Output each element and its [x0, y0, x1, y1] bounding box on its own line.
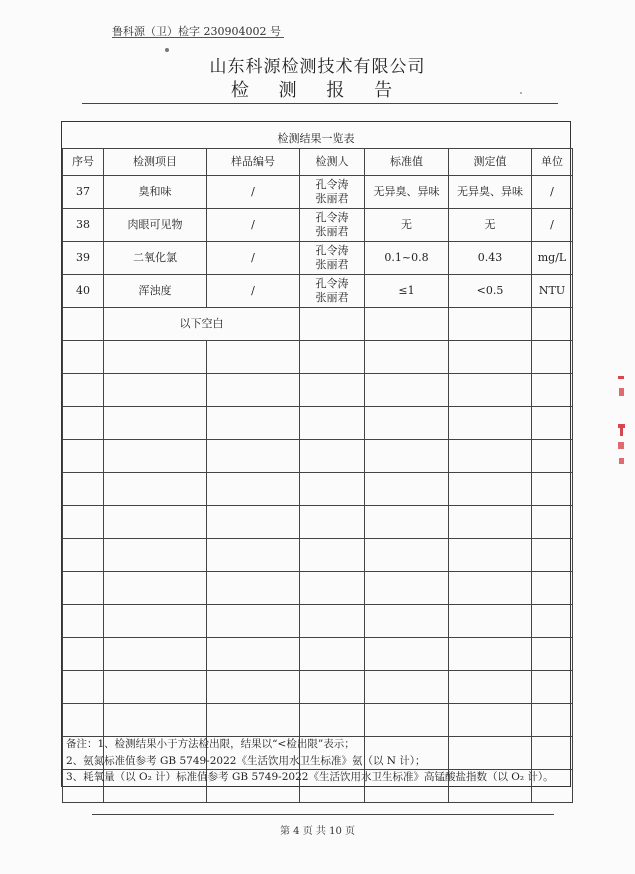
column-header-tester: 检测人 [300, 149, 365, 176]
cell-standard: 无异臭、异味 [365, 176, 449, 209]
cell-standard: 0.1~0.8 [365, 242, 449, 275]
column-header-measured: 测定值 [449, 149, 532, 176]
cell-item: 浑浊度 [104, 275, 207, 308]
table-row-empty [63, 473, 573, 506]
report-number: 鲁科源（卫）检字 230904002 号 [112, 25, 281, 38]
cell-sample: / [207, 176, 300, 209]
cell-sample: / [207, 275, 300, 308]
company-name: 山东科源检测技术有限公司 [209, 57, 426, 77]
cell-measured: 无异臭、异味 [449, 176, 532, 209]
cell-tester [300, 242, 365, 275]
cell-item: 肉眼可见物 [104, 209, 207, 242]
table-row-empty [63, 506, 573, 539]
column-header-unit: 单位 [532, 149, 573, 176]
table-row-empty [63, 539, 573, 572]
report-title: 检 测 报 告 [230, 80, 405, 101]
ink-dot [165, 48, 169, 52]
seal-edge-icon [617, 372, 627, 468]
cell-standard: ≤1 [365, 275, 449, 308]
cell-no: 39 [63, 242, 104, 275]
column-header-no: 序号 [63, 149, 104, 176]
tester-name: 张丽君 [315, 291, 349, 304]
blank-note: 以下空白 [104, 308, 300, 341]
table-row-empty [63, 440, 573, 473]
cell-no: 37 [63, 176, 104, 209]
ink-dot [520, 92, 522, 94]
table-row-empty [63, 704, 573, 737]
cell-measured: <0.5 [449, 275, 532, 308]
cell-no: 38 [63, 209, 104, 242]
cell-tester [300, 275, 365, 308]
column-header-sample: 样品编号 [207, 149, 300, 176]
cell-standard: 无 [365, 209, 449, 242]
table-row-empty [63, 605, 573, 638]
table-header-row [63, 149, 573, 176]
cell-unit: NTU [532, 275, 573, 308]
remark-line-1: 备注：1、检测结果小于方法检出限，结果以“<检出限”表示； [66, 738, 355, 750]
table-row [63, 275, 573, 308]
table-row-empty [63, 341, 573, 374]
column-header-item: 检测项目 [104, 149, 207, 176]
remarks [66, 736, 566, 786]
seal-edge-fragment [617, 372, 627, 468]
table-row [63, 242, 573, 275]
footer-divider [92, 814, 554, 815]
cell-measured: 0.43 [449, 242, 532, 275]
cell-sample: / [207, 209, 300, 242]
tester-name: 孔令涛 [315, 211, 349, 224]
table-row-blank-note [63, 308, 573, 341]
remark-line-3: 3、耗氧量（以 O₂ 计）标准值参考 GB 5749-2022《生活饮用水卫生标准》高锰酸盐指数（以 O₂ 计）。 [66, 771, 554, 783]
tester-name: 孔令涛 [315, 244, 349, 257]
cell-unit: / [532, 176, 573, 209]
tester-name: 张丽君 [315, 258, 349, 271]
tester-name: 孔令涛 [315, 277, 349, 290]
table-row [63, 176, 573, 209]
cell-unit: mg/L [532, 242, 573, 275]
report-number-underline [112, 37, 284, 38]
table-row-empty [63, 638, 573, 671]
table-row-empty [63, 374, 573, 407]
tester-name: 孔令涛 [315, 178, 349, 191]
tester-name: 张丽君 [315, 225, 349, 238]
column-header-standard: 标准值 [365, 149, 449, 176]
cell-sample: / [207, 242, 300, 275]
table-row [63, 209, 573, 242]
cell-item: 二氧化氯 [104, 242, 207, 275]
cell-tester [300, 176, 365, 209]
cell-tester [300, 209, 365, 242]
table-row-empty [63, 407, 573, 440]
table-caption: 检测结果一览表 [277, 132, 355, 145]
cell-measured: 无 [449, 209, 532, 242]
cell-item: 臭和味 [104, 176, 207, 209]
tester-name: 张丽君 [315, 192, 349, 205]
table-row-empty [63, 572, 573, 605]
header-divider [82, 103, 558, 104]
results-frame [61, 121, 571, 787]
table-row-empty [63, 671, 573, 704]
cell-no: 40 [63, 275, 104, 308]
results-table [62, 148, 573, 803]
page-number: 第 4 页 共 10 页 [280, 826, 355, 837]
remark-line-2: 2、氨氮标准值参考 GB 5749-2022《生活饮用水卫生标准》氨（以 N 计）； [66, 754, 426, 767]
cell-unit: / [532, 209, 573, 242]
